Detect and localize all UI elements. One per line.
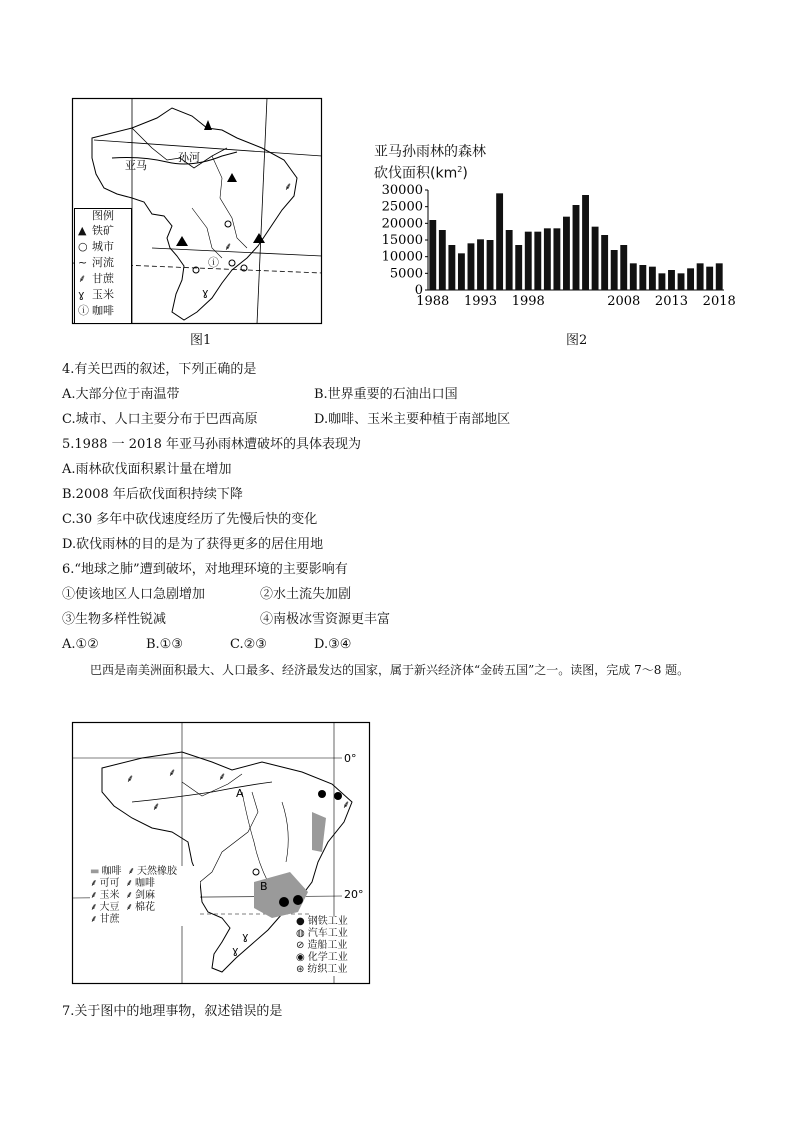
y-tick-label: 10000: [381, 249, 423, 265]
bar-2000: [544, 228, 551, 290]
crop-symbol-icon-alt: ⸙: [127, 866, 135, 877]
question-4-option-b: B.世界重要的石油出口国: [314, 387, 458, 402]
sugarcane-icon-3: ⸙: [342, 798, 351, 811]
bar-1996: [506, 230, 513, 290]
question-5-option-b: B.2008 年后砍伐面积持续下降: [62, 487, 243, 502]
river-label-2: 孙河: [178, 151, 200, 164]
twenty-degree-label: 20°: [344, 888, 364, 901]
zero-degree-label: 0°: [344, 752, 357, 765]
figure2-title: [374, 143, 486, 183]
x-tick-label: 2018: [702, 294, 736, 309]
question-4-stem: 4.有关巴西的叙述，下列正确的是: [62, 362, 257, 377]
industry-symbol-icon: ●: [296, 916, 305, 927]
bar-1992: [468, 243, 475, 290]
bar-2017: [706, 267, 713, 290]
question-7-stem: 7.关于图中的地理事物，叙述错误的是: [62, 1004, 283, 1019]
y-tick-label: 25000: [381, 199, 423, 215]
river-label-1: 亚马: [125, 159, 147, 172]
question-4-option-c: C.城市、人口主要分布于巴西高原: [62, 412, 258, 427]
crop-symbol-icon: ⸙: [90, 902, 98, 913]
circle-icon: ○: [78, 240, 88, 253]
bar-2011: [649, 267, 656, 290]
bar-2016: [697, 263, 704, 290]
legend-items: [75, 223, 131, 319]
crop-legend-row: [90, 890, 200, 902]
legend-item: [75, 255, 131, 271]
bar-2015: [687, 268, 694, 290]
bar-2007: [611, 250, 618, 290]
crop-legend-label: 剑麻: [135, 890, 155, 901]
y-tick-label: 0: [414, 283, 423, 298]
bar-1998: [525, 232, 532, 290]
crop-legend-label: 甘蔗: [99, 914, 120, 925]
bar-2001: [553, 228, 560, 290]
industry-legend-row: [296, 964, 366, 976]
bar-1993: [477, 239, 484, 290]
bar-2008: [620, 245, 627, 290]
corn-icon-1: ɣ: [202, 286, 209, 299]
legend-item: [75, 271, 131, 287]
legend-item: [75, 303, 131, 319]
bar-1990: [448, 245, 455, 290]
coffee-icon-1: ⓘ: [208, 256, 219, 269]
industry-symbol-icon: ◍: [296, 928, 305, 939]
figure2-chart: [370, 180, 736, 320]
question-6-option-c: C.②③: [230, 637, 267, 652]
industry-legend-row: [296, 940, 366, 952]
question-6-statement-3: ③生物多样性锐减: [62, 612, 167, 627]
bar-2012: [658, 273, 665, 290]
industry-legend-label: 汽车工业: [307, 928, 348, 939]
figure2-caption: 图2: [566, 333, 588, 348]
crop-symbol-icon: ⸙: [90, 914, 98, 925]
crop-legend-label: 咖啡: [101, 866, 122, 877]
bar-2002: [563, 217, 570, 290]
crop-legend-label: 棉花: [135, 902, 155, 913]
soy-icon-1: ɣ: [242, 930, 249, 943]
sugarcane-icon-1: ⸙: [284, 180, 293, 193]
legend-item: [75, 287, 131, 303]
bar-1995: [496, 193, 503, 290]
triangle-icon: ▲: [78, 224, 87, 237]
bar-2018: [716, 263, 723, 290]
corn-icon: ɣ: [78, 288, 85, 301]
crop-legend-label: 天然橡胶: [136, 866, 177, 877]
bar-2004: [582, 195, 589, 290]
question-6-option-d: D.③④: [314, 637, 352, 652]
legend-item: [75, 223, 131, 239]
textile-industry-icon: [334, 792, 342, 800]
x-tick-label: 1988: [416, 294, 450, 309]
rubber-icon-2: ⸙: [168, 766, 177, 779]
figure2-title-line2: 砍伐面积$(km^2)$: [374, 165, 468, 182]
bar-1991: [458, 253, 465, 290]
crop-symbol-icon-alt: ⸙: [125, 902, 133, 913]
legend-title: 图例: [92, 209, 114, 222]
crop-legend-label: 咖啡: [135, 878, 155, 889]
figure1-map: [72, 98, 322, 324]
figure3-map: [72, 722, 370, 984]
x-tick-label: 2008: [607, 294, 641, 309]
figure3-legend-crops: [90, 866, 200, 926]
crop-legend-label: 大豆: [99, 902, 120, 913]
question-6-statement-4: ④南极冰雪资源更丰富: [260, 612, 391, 627]
x-tick-label: 2013: [654, 294, 689, 309]
question-5-option-d: D.砍伐雨林的目的是为了获得更多的居住用地: [62, 537, 324, 552]
legend-item-label: 玉米: [92, 288, 114, 301]
rubber-icon-1: ⸙: [126, 772, 135, 785]
y-tick-label: 15000: [381, 233, 423, 248]
question-5-stem: 5.1988 一 2018 年亚马孙雨林遭破坏的具体表现为: [62, 437, 361, 452]
industry-symbol-icon: ⊛: [296, 964, 305, 975]
industry-legend-row: [296, 928, 366, 940]
intro-paragraph: 巴西是南美洲面积最大、人口最多、经济最发达的国家，属于新兴经济体“金砖五国”之一。读图，完成 7～8 题。: [90, 663, 690, 677]
figure1-caption: 图1: [190, 333, 212, 348]
bar-1989: [439, 230, 446, 290]
crop-legend-row: [90, 914, 200, 926]
x-tick-label: 1993: [463, 294, 498, 309]
y-tick-label: 20000: [381, 216, 423, 232]
industry-symbol-icon: ⊘: [296, 940, 305, 951]
industry-icon-2: [293, 895, 303, 905]
sugarcane-icon: ⸙: [78, 272, 87, 285]
legend-item-label: 城市: [92, 240, 114, 253]
bar-2005: [592, 227, 599, 290]
bar-2006: [601, 235, 608, 290]
y-tick-label: 5000: [389, 266, 423, 282]
bar-2013: [668, 270, 675, 290]
x-tick-label: 1998: [511, 294, 545, 309]
crop-symbol-icon: ⸙: [90, 890, 98, 901]
bar-1997: [515, 245, 522, 290]
industry-symbol-icon: ◉: [296, 952, 305, 963]
bar-1999: [534, 232, 541, 290]
region-a-label: A: [236, 787, 244, 800]
bar-1994: [487, 240, 494, 290]
industry-legend-label: 造船工业: [307, 940, 348, 951]
question-4-option-a: A.大部分位于南温带: [62, 387, 180, 402]
crop-symbol-icon-alt: ⸙: [125, 878, 133, 889]
industry-legend-label: 化学工业: [307, 952, 348, 963]
bar-2003: [573, 205, 580, 290]
question-6-statement-1: ①使该地区人口急剧增加: [62, 587, 206, 602]
industry-legend-label: 纺织工业: [307, 964, 348, 975]
question-6-statement-2: ②水土流失加剧: [260, 587, 352, 602]
crop-legend-row: [90, 866, 200, 878]
steel-industry-icon: [318, 790, 326, 798]
industry-legend-row: [296, 952, 366, 964]
industry-legend-row: [296, 916, 366, 928]
legend-item: [75, 239, 131, 255]
question-5-option-c: C.30 多年中砍伐速度经历了先慢后快的变化: [62, 512, 318, 527]
bar-2014: [678, 273, 685, 290]
question-6-option-b: B.①③: [146, 637, 183, 652]
legend-item-label: 河流: [92, 256, 114, 269]
bar-2010: [639, 265, 646, 290]
crop-symbol-icon-alt: ⸙: [125, 890, 133, 901]
crop-symbol-icon: ▬: [90, 866, 100, 877]
sugarcane-icon-2: ⸙: [224, 240, 233, 253]
rubber-icon-3: ⸙: [152, 800, 161, 813]
figure3-legend-industry: [296, 916, 366, 976]
crop-legend-label: 玉米: [99, 890, 120, 901]
question-6-stem: 6.“地球之肺”遭到破坏，对地理环境的主要影响有: [62, 562, 348, 577]
figure2-title-line1: 亚马孙雨林的森林: [374, 144, 486, 160]
industry-icon-1: [279, 897, 289, 907]
y-tick-label: 30000: [381, 183, 423, 198]
corn-icon-2: ɣ: [232, 944, 239, 957]
question-6-option-a: A.①②: [62, 637, 99, 652]
question-4-option-d: D.咖啡、玉米主要种植于南部地区: [314, 412, 511, 427]
bar-1988: [429, 220, 436, 290]
legend-item-label: 铁矿: [92, 224, 114, 237]
crop-symbol-icon: ⸙: [90, 878, 98, 889]
rubber-icon-4: ⸙: [218, 770, 227, 783]
question-5-option-a: A.雨林砍伐面积累计量在增加: [62, 462, 232, 477]
wave-icon: ~: [78, 256, 88, 269]
legend-item-label: 甘蔗: [92, 272, 114, 285]
figure1-legend: [74, 208, 132, 324]
industry-legend-label: 钢铁工业: [307, 916, 348, 927]
legend-item-label: 咖啡: [92, 304, 114, 317]
bar-2009: [630, 263, 637, 290]
city-b-label: B: [260, 880, 268, 893]
crop-legend-label: 可可: [99, 878, 120, 889]
crop-legend-row: [90, 878, 200, 890]
crop-legend-row: [90, 902, 200, 914]
coffee-icon: ⓘ: [78, 304, 89, 317]
